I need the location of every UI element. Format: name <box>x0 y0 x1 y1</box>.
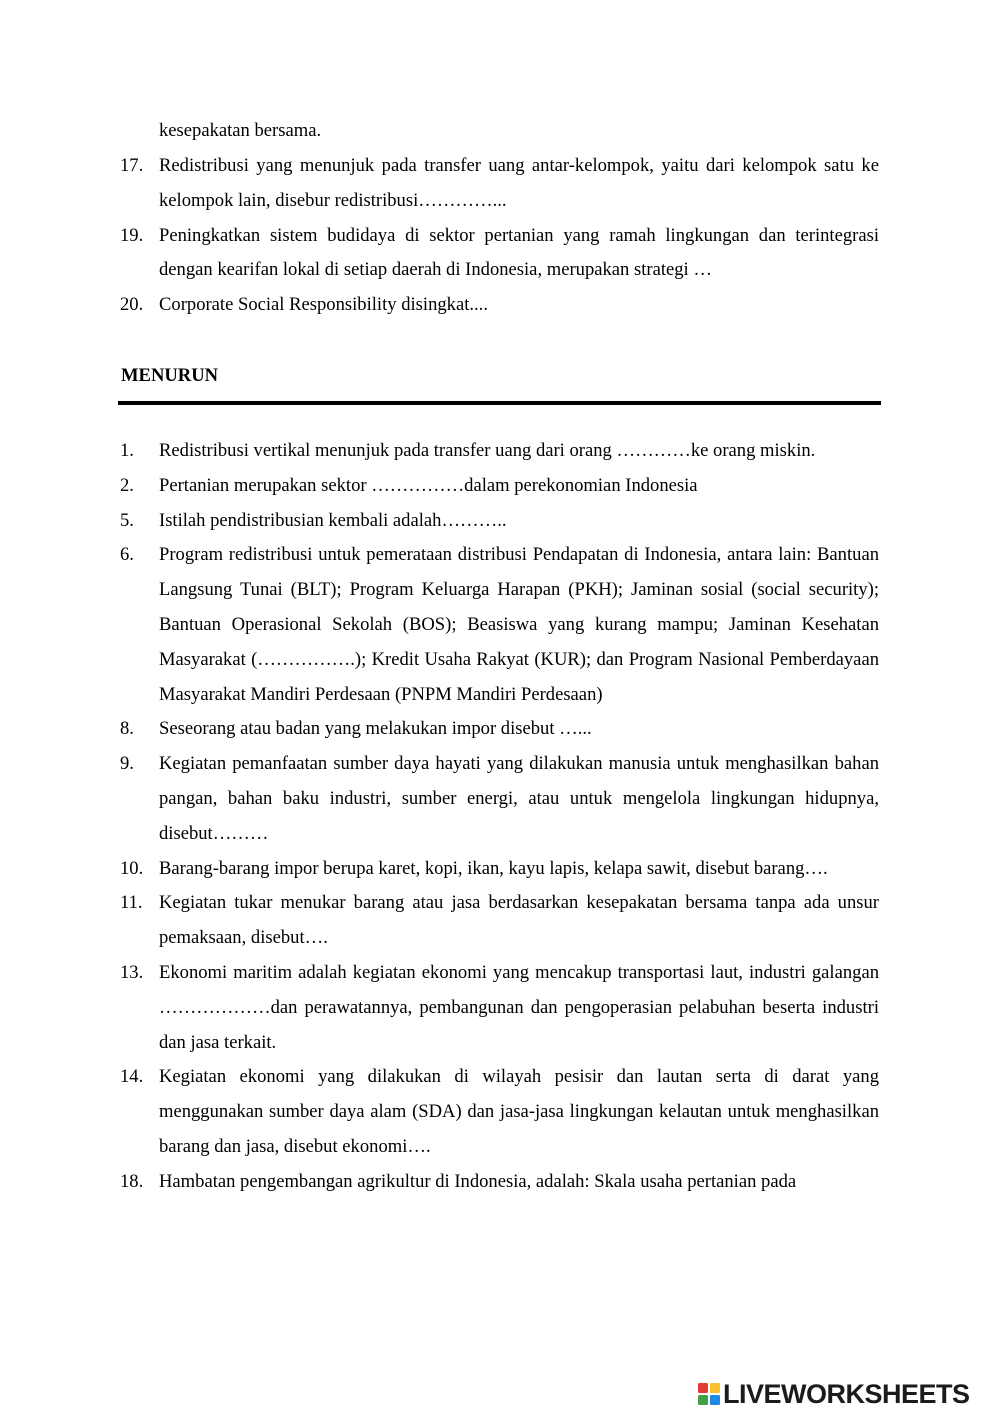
list-item <box>120 712 879 747</box>
item-text: Hambatan pengembangan agrikultur di Indonesia, adalah: Skala usaha pertanian pada <box>159 1170 797 1192</box>
item-text: Barang-barang impor berupa karet, kopi, ikan, kayu lapis, kelapa sawit, disebut barang…. <box>159 857 828 879</box>
menurun-list <box>120 434 879 1200</box>
logo-square-blue <box>710 1395 720 1405</box>
item-text: Ekonomi maritim adalah kegiatan ekonomi yang mencakup transportasi laut, industri galangan ………………dan perawatannya, pembangunan dan pengoperasian pelabuhan beserta industri dan jasa terkait. <box>159 961 879 1053</box>
item-text: Redistribusi vertikal menunjuk pada transfer uang dari orang …………ke orang miskin. <box>159 440 816 461</box>
list-item <box>120 504 879 539</box>
item-number: 2. <box>120 474 134 496</box>
item-text: Pertanian merupakan sektor ……………dalam perekonomian Indonesia <box>159 474 698 496</box>
item-text: Istilah pendistribusian kembali adalah……….. <box>159 509 507 531</box>
section-divider <box>118 401 881 405</box>
item-number: 19. <box>120 224 144 246</box>
list-item <box>120 747 879 851</box>
section-heading-menurun: MENURUN <box>121 365 219 386</box>
mendatar-list <box>120 149 879 323</box>
item-number: 10. <box>120 857 144 879</box>
item-number: 1. <box>120 440 134 461</box>
watermark-text: LIVEWORKSHEETS <box>723 1379 970 1409</box>
list-item <box>120 434 879 469</box>
list-item <box>120 538 879 712</box>
item-text: Program redistribusi untuk pemerataan distribusi Pendapatan di Indonesia, antara lain: Bantuan Langsung Tunai (BLT); Program Keluarga Harapan (PKH); Jaminan sosial (social security); Bantuan Operasional Sekolah (BOS); Beasiswa yang kurang mampu; Jaminan Kesehatan Masyarakat (…………….); Kredit Usaha Rakyat (KUR); dan Program Nasional Pemberdayaan Masyarakat Mandiri Perdesaan (PNPM Mandiri Perdesaan) <box>159 544 879 705</box>
item-text: Redistribusi yang menunjuk pada transfer uang antar-kelompok, yaitu dari kelompok satu ke kelompok lain, disebur redistribusi…………... <box>159 155 879 211</box>
item-text: Kegiatan ekonomi yang dilakukan di wilayah pesisir dan lautan serta di darat yang menggunakan sumber daya alam (SDA) dan jasa-jasa lingkungan kelautan untuk menghasilkan barang dan jasa, disebut ekonomi…. <box>159 1066 879 1157</box>
liveworksheets-logo-icon <box>697 1382 721 1406</box>
list-item <box>120 1165 879 1200</box>
list-item <box>120 852 879 887</box>
item-text: Corporate Social Responsibility disingkat.... <box>159 294 488 316</box>
item-number: 18. <box>120 1170 144 1192</box>
item-text: Peningkatkan sistem budidaya di sektor pertanian yang ramah lingkungan dan terintegrasi dengan kearifan lokal di setiap daerah di Indonesia, merupakan strategi … <box>159 224 879 281</box>
item-number: 8. <box>120 718 134 740</box>
item-number: 17. <box>120 155 144 176</box>
item-number: 5. <box>120 509 134 531</box>
item-number: 9. <box>120 753 134 775</box>
logo-square-yellow <box>710 1383 720 1393</box>
list-item <box>120 886 879 956</box>
logo-square-green <box>698 1395 708 1405</box>
item-text: Kegiatan pemanfaatan sumber daya hayati yang dilakukan manusia untuk menghasilkan bahan pangan, bahan baku industri, sumber energi, atau untuk mengelola lingkungan hidupnya, disebut……… <box>159 753 879 844</box>
list-item <box>120 469 879 504</box>
item-number: 14. <box>120 1066 144 1088</box>
logo-square-red <box>698 1383 708 1393</box>
item-text: Seseorang atau badan yang melakukan impor disebut …... <box>159 718 592 740</box>
list-item <box>120 288 879 323</box>
list-item <box>120 1060 879 1164</box>
item-number: 20. <box>120 294 144 316</box>
item-number: 11. <box>120 892 143 914</box>
list-item <box>120 219 879 289</box>
list-item <box>120 956 879 1060</box>
item-text: Kegiatan tukar menukar barang atau jasa berdasarkan kesepakatan bersama tanpa ada unsur pemaksaan, disebut…. <box>159 892 879 949</box>
list-item <box>120 149 879 219</box>
continued-text: kesepakatan bersama. <box>159 120 322 141</box>
item-number: 13. <box>120 961 144 983</box>
item-number: 6. <box>120 544 134 566</box>
liveworksheets-watermark <box>697 1378 970 1410</box>
